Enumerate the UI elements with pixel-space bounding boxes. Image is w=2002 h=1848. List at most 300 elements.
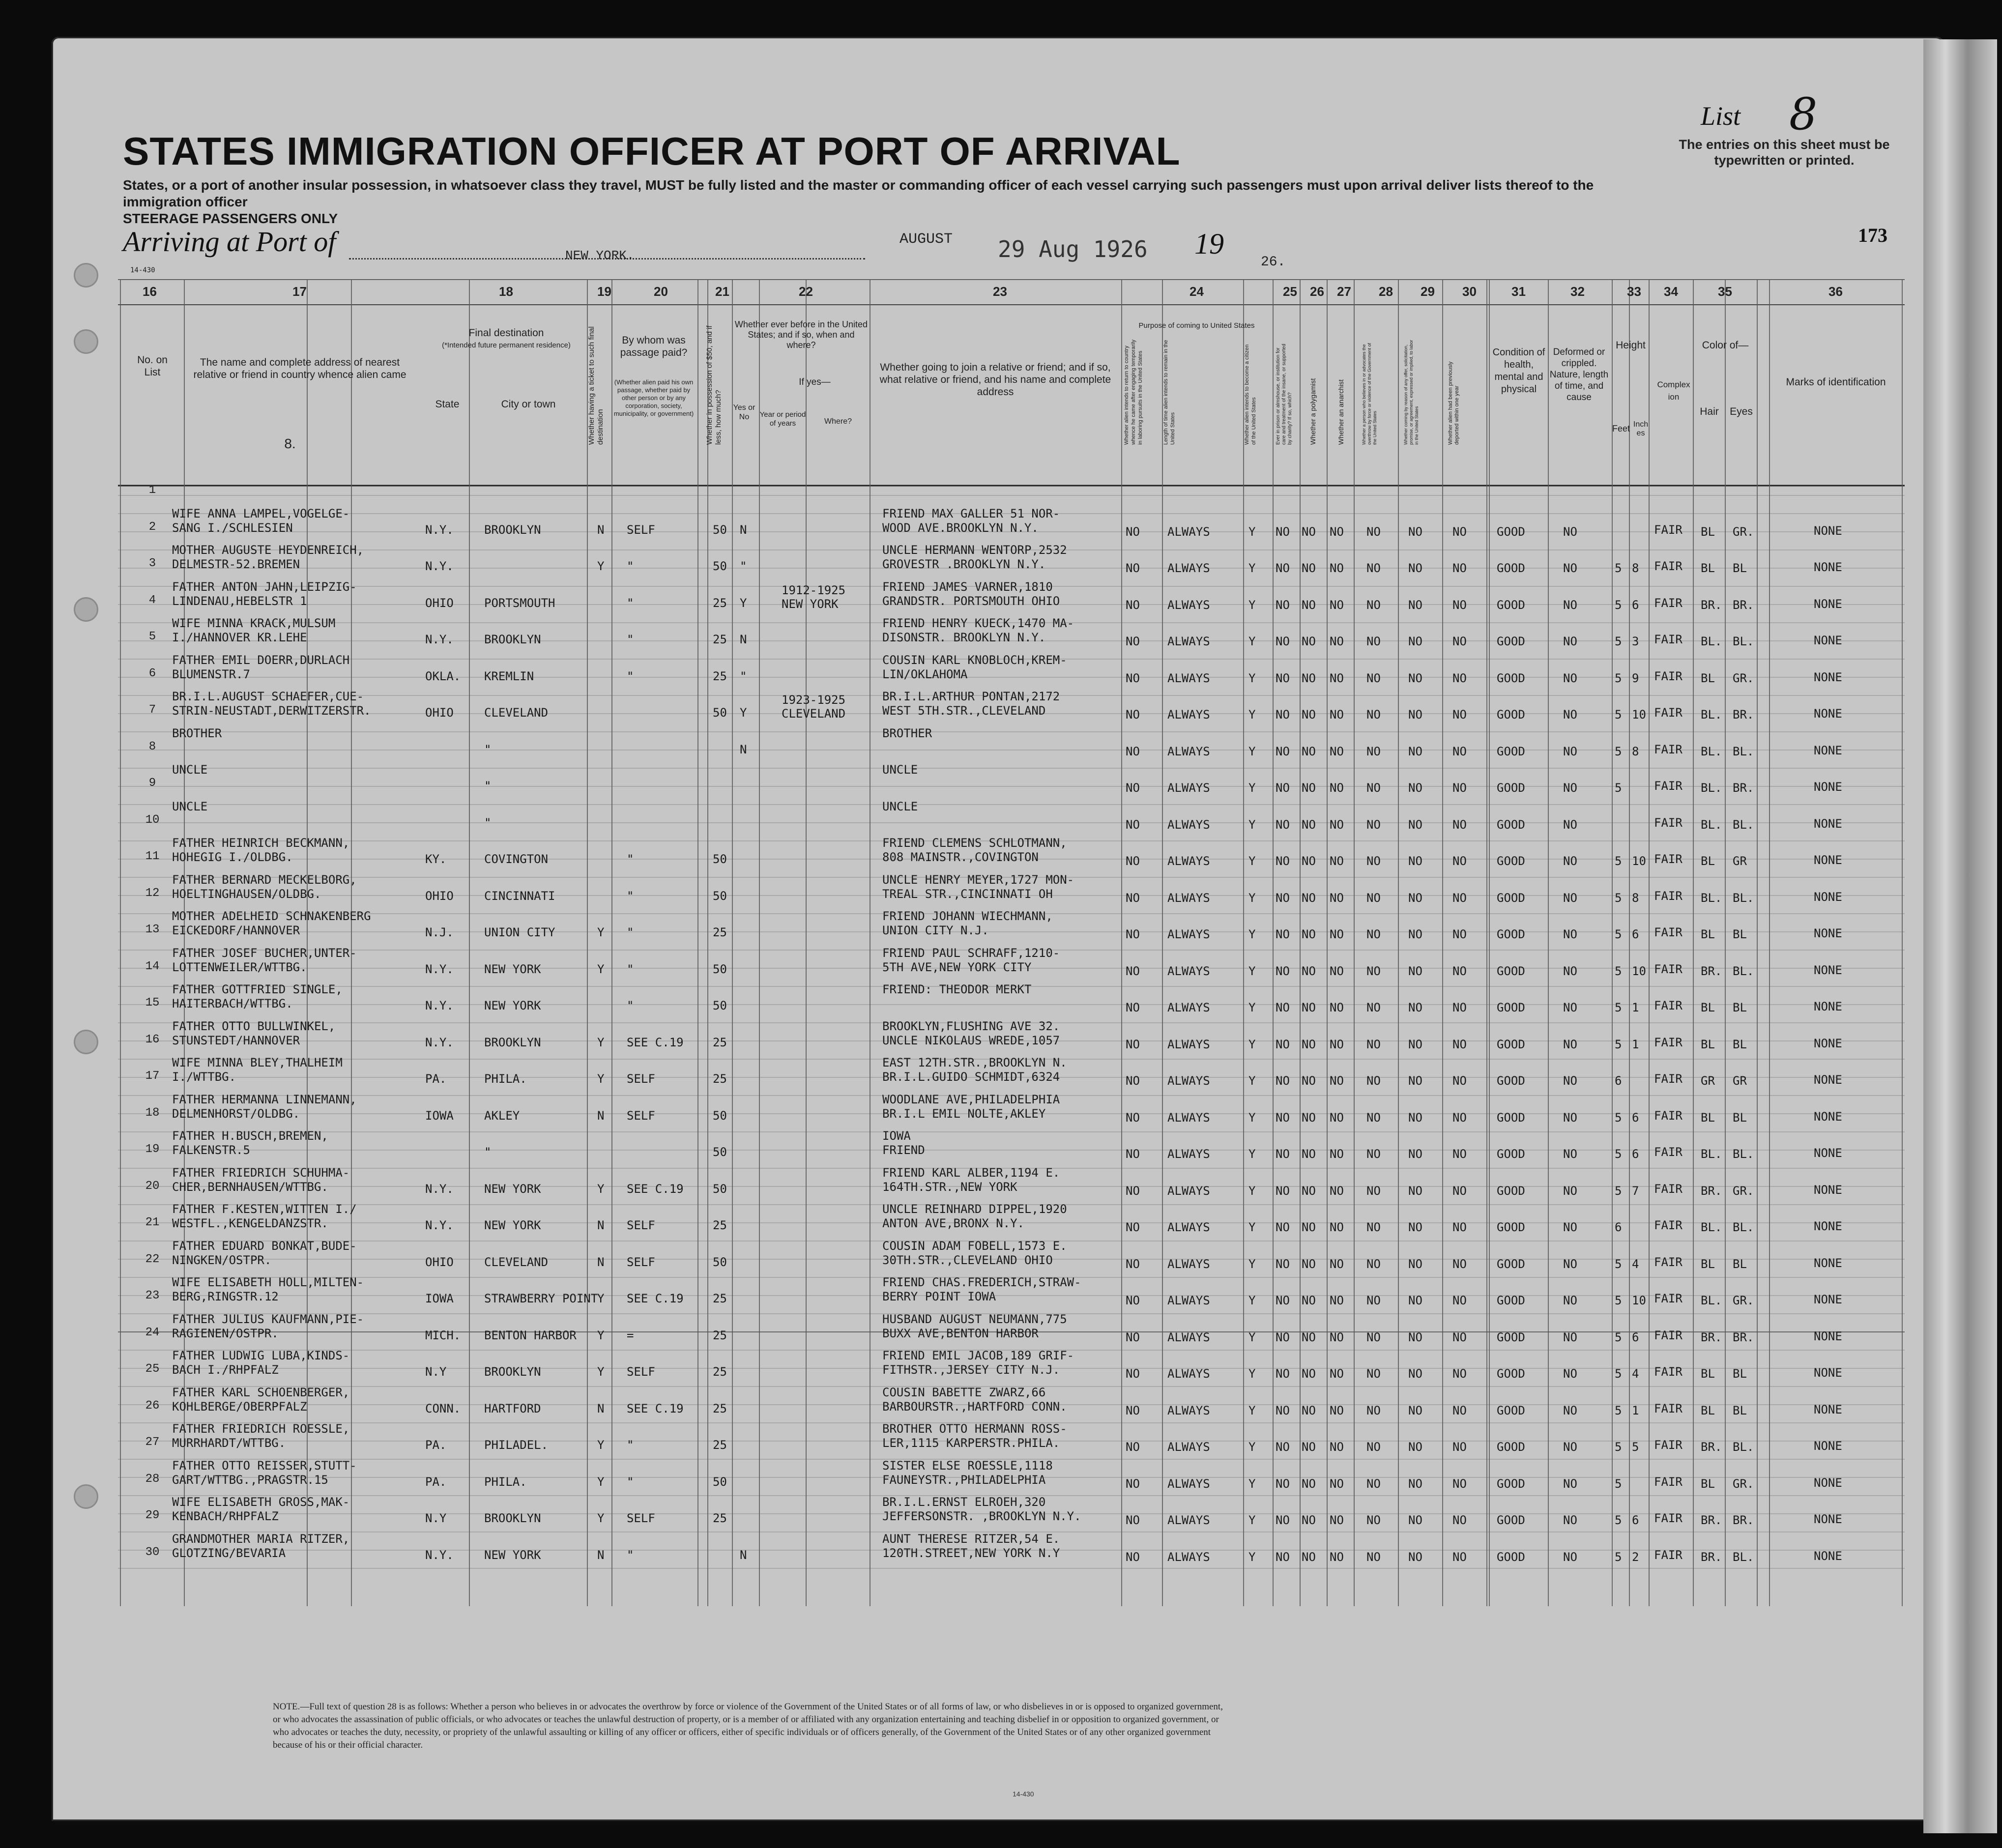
health-value: GOOD	[1497, 817, 1525, 832]
height-inches: 10	[1632, 708, 1646, 722]
marks-value: NONE	[1814, 523, 1842, 538]
height-inches: 6	[1632, 1147, 1639, 1161]
joining-name: FRIEND PAUL SCHRAFF,1210-	[882, 946, 1060, 960]
money-value: 50	[713, 559, 727, 573]
prison-answer: NO	[1276, 1403, 1290, 1417]
joining-name: UNCLE HENRY MEYER,1727 MON-	[882, 872, 1074, 887]
q28-answer: NO	[1366, 1257, 1381, 1271]
return-answer: NO	[1126, 854, 1140, 868]
anarchist-answer: NO	[1330, 1476, 1344, 1491]
money-value: 50	[713, 1108, 727, 1123]
relative-address: WESTFL.,KENGELDANZSTR.	[172, 1216, 328, 1230]
q28-answer: NO	[1366, 964, 1381, 978]
joining-address: BERRY POINT IOWA	[882, 1290, 996, 1303]
remain-answer: ALWAYS	[1167, 1220, 1210, 1234]
relative-address: GART/WTTBG.,PRAGSTR.15	[172, 1473, 328, 1487]
marks-value: NONE	[1814, 1109, 1842, 1124]
citizen-answer: Y	[1248, 891, 1256, 905]
health-value: GOOD	[1497, 635, 1525, 648]
anarchist-answer: NO	[1330, 891, 1344, 905]
deformed-value: NO	[1563, 708, 1577, 722]
destination-state: N.Y.	[425, 1182, 454, 1196]
q28-answer: NO	[1366, 1476, 1381, 1491]
destination-city: STRAWBERRY POINT	[484, 1292, 598, 1305]
row-number: 5	[148, 630, 156, 643]
relative-name: FATHER OTTO REISSER,STUTT-	[172, 1458, 357, 1473]
relative-name: WIFE ANNA LAMPEL,VOGELGE-	[172, 506, 350, 520]
citizen-answer: Y	[1248, 1476, 1256, 1491]
q29-answer: NO	[1408, 1257, 1422, 1271]
citizen-answer: Y	[1248, 1550, 1256, 1564]
q30-answer: NO	[1452, 1001, 1467, 1014]
column-number: 36	[1828, 284, 1843, 299]
joining-name: BR.I.L.ERNST ELROEH,320	[882, 1495, 1046, 1509]
prison-answer: NO	[1276, 1147, 1290, 1161]
marks-value: NONE	[1814, 1000, 1842, 1013]
money-value: 25	[713, 1328, 727, 1342]
hair-value: BL	[1701, 1257, 1715, 1271]
joining-address: LER,1115 KARPERSTR.PHILA.	[882, 1436, 1060, 1450]
passage-paid: SEE C.19	[627, 1292, 684, 1305]
polygamist-answer: NO	[1302, 1220, 1316, 1234]
row-number: 12	[145, 886, 160, 900]
return-answer: NO	[1126, 1550, 1140, 1564]
column-number: 35	[1718, 284, 1732, 299]
q30-answer: NO	[1452, 1403, 1467, 1417]
polygamist-answer: NO	[1302, 1110, 1316, 1125]
ticket-value: Y	[597, 1438, 605, 1452]
height-inches: 6	[1632, 598, 1639, 612]
page-subtitle: States, or a port of another insular possession, in whatsoever class they travel, MUST be fully listed and the master or commanding officer of each vessel carrying such passengers must upon arrival deliver lists thereof to the immigration officer STEERAGE PASSENGERS ONLY	[123, 177, 1594, 226]
height-inches: 8	[1632, 891, 1639, 905]
return-answer: NO	[1126, 1257, 1140, 1271]
deformed-value: NO	[1563, 1513, 1577, 1527]
remain-answer: ALWAYS	[1167, 635, 1210, 648]
destination-city: PORTSMOUTH	[484, 596, 555, 610]
prison-answer: NO	[1276, 708, 1290, 722]
joining-address: WOOD AVE.BROOKLYN N.Y.	[882, 520, 1039, 535]
return-answer: NO	[1126, 1513, 1140, 1527]
header-marks: Marks of identification	[1786, 376, 1886, 388]
destination-city: BROOKLYN	[484, 633, 541, 646]
height-feet: 5	[1615, 1550, 1622, 1564]
hair-value: BL	[1701, 1110, 1715, 1125]
header-hair: Hair	[1700, 406, 1719, 417]
joining-name: BROTHER	[882, 726, 932, 740]
passage-paid: "	[627, 852, 634, 866]
joining-name: UNCLE	[882, 763, 918, 777]
q30-answer: NO	[1452, 1147, 1467, 1161]
relative-address: I./WTTBG.	[172, 1070, 236, 1084]
deformed-value: NO	[1563, 1330, 1577, 1344]
list-label: List	[1701, 101, 1741, 131]
height-feet: 5	[1615, 1330, 1622, 1344]
anarchist-answer: NO	[1330, 854, 1344, 868]
ticket-value: Y	[597, 1292, 605, 1305]
destination-state: PA.	[425, 1438, 447, 1452]
hair-value: BR.	[1701, 964, 1722, 978]
q30-answer: NO	[1452, 1513, 1467, 1527]
joining-name: AUNT THERESE RITZER,54 E.	[882, 1531, 1060, 1546]
destination-city: NEW YORK	[484, 999, 541, 1012]
header-feet: Feet	[1612, 424, 1630, 433]
return-answer: NO	[1126, 561, 1140, 575]
height-inches: 9	[1632, 671, 1639, 685]
column-number: 34	[1664, 284, 1678, 299]
complexion-value: FAIR	[1654, 1401, 1683, 1415]
previous-visit: "	[740, 559, 747, 573]
row-number: 22	[145, 1252, 160, 1266]
anarchist-answer: NO	[1330, 1330, 1344, 1344]
joining-address: BR.I.L EMIL NOLTE,AKLEY	[882, 1106, 1046, 1121]
joining-address: FRIEND	[882, 1143, 925, 1157]
relative-address: DELMESTR-52.BREMEN	[172, 557, 300, 571]
citizen-answer: Y	[1248, 708, 1256, 722]
remain-answer: ALWAYS	[1167, 927, 1210, 941]
header-eyes: Eyes	[1730, 406, 1753, 417]
health-value: GOOD	[1497, 1294, 1525, 1307]
remain-answer: ALWAYS	[1167, 1184, 1210, 1198]
height-inches: 4	[1632, 1257, 1639, 1271]
citizen-answer: Y	[1248, 635, 1256, 648]
height-feet: 6	[1615, 1220, 1622, 1234]
complexion-value: FAIR	[1654, 1365, 1683, 1379]
passage-paid: SELF	[627, 1511, 655, 1525]
return-answer: NO	[1126, 1220, 1140, 1234]
prison-answer: NO	[1276, 1476, 1290, 1491]
header-q29: Whether coming by reason of any offer, solicitation, promise, or agreement, expressed or implied, to labor in the United States	[1403, 340, 1419, 445]
joining-name: HUSBAND AUGUST NEUMANN,775	[882, 1312, 1067, 1326]
height-feet: 5	[1615, 1294, 1622, 1307]
eyes-value: BL.	[1733, 1220, 1754, 1234]
height-feet: 5	[1615, 1367, 1622, 1381]
marks-value: NONE	[1814, 1329, 1842, 1343]
remain-answer: ALWAYS	[1167, 524, 1210, 539]
money-value: 50	[713, 889, 727, 903]
list-number: 8	[1789, 88, 1818, 140]
footer-note: NOTE.—Full text of question 28 is as follows: Whether a person who believes in or advocates the overthrow by force or violence of the Government of the United States or of all forms of law, or who disbelieves in or is opposed to organized government, or who advocates the assassination of public officials, or who advocates or teaches the unlawful destruction of property, or is a member of or affiliated with any organization entertaining and teaching disbelief in or opposition to organized government, or who advocates or teaches the duty, necessity, or propriety of the unlawful assaulting or killing of any officer or officers, either of specific individuals or of officers generally, of the Government of the United States or of any other organized government because of his or their official character.	[273, 1702, 1223, 1750]
return-answer: NO	[1126, 927, 1140, 941]
citizen-answer: Y	[1248, 671, 1256, 685]
complexion-value: FAIR	[1654, 962, 1683, 976]
eyes-value: BL	[1733, 1257, 1747, 1271]
q28-answer: NO	[1366, 1110, 1381, 1125]
relative-name: UNCLE	[172, 763, 208, 777]
joining-name: UNCLE	[882, 799, 918, 813]
anarchist-answer: NO	[1330, 781, 1344, 795]
relative-address: I./HANNOVER KR.LEHE	[172, 631, 307, 644]
destination-state: OHIO	[425, 706, 454, 720]
q29-answer: NO	[1408, 598, 1422, 612]
destination-city: BROOKLYN	[484, 1035, 541, 1049]
relative-address: HOHEGIG I./OLDBG.	[172, 850, 293, 864]
joining-name: UNCLE HERMANN WENTORP,2532	[882, 543, 1067, 557]
joining-address: BARBOURSTR.,HARTFORD CONN.	[882, 1399, 1067, 1414]
return-answer: NO	[1126, 524, 1140, 539]
prison-answer: NO	[1276, 927, 1290, 941]
binding-hole	[74, 1484, 98, 1509]
complexion-value: FAIR	[1654, 1511, 1683, 1525]
q30-answer: NO	[1452, 781, 1467, 795]
destination-state: N.Y.	[425, 522, 454, 537]
header-deformed: Deformed or crippled. Nature, length of time, and cause	[1549, 347, 1609, 403]
passage-paid: SELF	[627, 1108, 655, 1123]
row-number: 28	[145, 1472, 160, 1486]
hair-value: BL	[1701, 854, 1715, 868]
q30-answer: NO	[1452, 1037, 1467, 1051]
hair-value: BL.	[1701, 708, 1722, 722]
q29-answer: NO	[1408, 524, 1422, 539]
citizen-answer: Y	[1248, 598, 1256, 612]
header-health: Condition of health, mental and physical	[1492, 347, 1545, 395]
marks-value: NONE	[1814, 670, 1842, 684]
ticket-value: Y	[597, 1035, 605, 1049]
anarchist-answer: NO	[1330, 524, 1344, 539]
header-final-destination-note: (*Intended future permanent residence)	[442, 341, 571, 349]
joining-name: WOODLANE AVE,PHILADELPHIA	[882, 1092, 1060, 1106]
hair-value: GR	[1701, 1074, 1715, 1088]
health-value: GOOD	[1497, 744, 1525, 758]
joining-address: JEFFERSONSTR. ,BROOKLYN N.Y.	[882, 1509, 1081, 1523]
header-possession: Whether in possession of $50, and if less, how much?	[705, 325, 723, 445]
prison-answer: NO	[1276, 854, 1290, 868]
complexion-value: FAIR	[1654, 706, 1683, 720]
column-number: 22	[799, 284, 813, 299]
marks-value: NONE	[1814, 1073, 1842, 1087]
relative-name: FATHER JOSEF BUCHER,UNTER-	[172, 946, 357, 960]
marks-value: NONE	[1814, 853, 1842, 867]
column-number: 20	[654, 284, 668, 299]
passage-paid: "	[627, 559, 634, 573]
prison-answer: NO	[1276, 1037, 1290, 1051]
previous-visit: N	[740, 1548, 747, 1562]
remain-answer: ALWAYS	[1167, 708, 1210, 722]
hair-value: BR.	[1701, 1513, 1722, 1527]
polygamist-answer: NO	[1302, 1476, 1316, 1491]
relative-name: FATHER KARL SCHOENBERGER,	[172, 1385, 350, 1399]
complexion-value: FAIR	[1654, 522, 1683, 537]
joining-name: BROOKLYN,FLUSHING AVE 32.	[882, 1019, 1060, 1033]
complexion-value: FAIR	[1654, 1145, 1683, 1159]
joining-name: FRIEND HENRY KUECK,1470 MA-	[882, 616, 1074, 630]
remain-answer: ALWAYS	[1167, 671, 1210, 685]
previous-visit: "	[740, 669, 747, 683]
destination-state: MICH.	[425, 1328, 461, 1342]
destination-city: UNION CITY	[484, 925, 555, 939]
destination-city: NEW YORK	[484, 962, 541, 976]
relative-name: BROTHER	[172, 726, 222, 740]
column-number: 29	[1421, 284, 1435, 299]
citizen-answer: Y	[1248, 1367, 1256, 1381]
passage-paid: SELF	[627, 522, 655, 537]
marks-value: NONE	[1814, 963, 1842, 977]
destination-state: OHIO	[425, 1255, 454, 1269]
destination-city: NEW YORK	[484, 1182, 541, 1196]
row-number: 8	[148, 740, 156, 753]
height-feet: 5	[1615, 891, 1622, 905]
deformed-value: NO	[1563, 744, 1577, 758]
money-value: 25	[713, 633, 727, 646]
complexion-value: FAIR	[1654, 1292, 1683, 1305]
column-number: 21	[715, 284, 729, 299]
health-value: GOOD	[1497, 1037, 1525, 1051]
joining-address: GROVESTR .BROOKLYN N.Y.	[882, 557, 1046, 571]
anarchist-answer: NO	[1330, 671, 1344, 685]
eyes-value: BL	[1733, 1403, 1747, 1417]
row-number: 2	[148, 520, 156, 534]
joining-address: WEST 5TH.STR.,CLEVELAND	[882, 704, 1046, 718]
citizen-answer: Y	[1248, 1001, 1256, 1014]
remain-answer: ALWAYS	[1167, 1001, 1210, 1014]
height-feet: 5	[1615, 635, 1622, 648]
q29-answer: NO	[1408, 635, 1422, 648]
health-value: GOOD	[1497, 1184, 1525, 1198]
header-passage-paid: By whom was passage paid?	[620, 335, 688, 358]
money-value: 50	[713, 1255, 727, 1269]
joining-address: FAUNEYSTR.,PHILADELPHIA	[882, 1473, 1046, 1487]
q29-answer: NO	[1408, 817, 1422, 832]
money-value: 50	[713, 706, 727, 720]
eyes-value: BL.	[1733, 1550, 1754, 1564]
polygamist-answer: NO	[1302, 817, 1316, 832]
destination-state: N.Y.	[425, 962, 454, 976]
remain-answer: ALWAYS	[1167, 964, 1210, 978]
citizen-answer: Y	[1248, 524, 1256, 539]
q29-answer: NO	[1408, 671, 1422, 685]
q29-answer: NO	[1408, 1403, 1422, 1417]
passage-paid: SELF	[627, 1218, 655, 1232]
row-number: 11	[145, 850, 160, 863]
height-feet: 5	[1615, 1440, 1622, 1454]
relative-name: FATHER ANTON JAHN,LEIPZIG-	[172, 579, 357, 594]
previous-visit: N	[740, 633, 747, 646]
prison-answer: NO	[1276, 1110, 1290, 1125]
row-number: 13	[145, 923, 160, 936]
row-number: 3	[148, 557, 156, 570]
height-feet: 5	[1615, 1110, 1622, 1125]
complexion-value: FAIR	[1654, 779, 1683, 793]
destination-city: NEW YORK	[484, 1218, 541, 1232]
money-value: 25	[713, 1511, 727, 1525]
relative-name: FATHER HERMANNA LINNEMANN,	[172, 1092, 357, 1106]
joining-address: GRANDSTR. PORTSMOUTH OHIO	[882, 594, 1060, 608]
anarchist-answer: NO	[1330, 1184, 1344, 1198]
polygamist-answer: NO	[1302, 891, 1316, 905]
q29-answer: NO	[1408, 964, 1422, 978]
relative-address: DELMENHORST/OLDBG.	[172, 1106, 300, 1121]
q29-answer: NO	[1408, 1513, 1422, 1527]
port-value: NEW YORK.	[565, 248, 635, 263]
return-answer: NO	[1126, 1001, 1140, 1014]
previous-visit: Y	[740, 706, 747, 720]
marks-value: NONE	[1814, 1475, 1842, 1490]
complexion-value: FAIR	[1654, 1328, 1683, 1342]
relative-address: BACH I./RHPFALZ	[172, 1363, 279, 1377]
prison-answer: NO	[1276, 1257, 1290, 1271]
deformed-value: NO	[1563, 1220, 1577, 1234]
q30-answer: NO	[1452, 524, 1467, 539]
remain-answer: ALWAYS	[1167, 854, 1210, 868]
anarchist-answer: NO	[1330, 1403, 1344, 1417]
q28-answer: NO	[1366, 1184, 1381, 1198]
relative-name: UNCLE	[172, 799, 208, 813]
money-value: 50	[713, 1182, 727, 1196]
hair-value: BR.	[1701, 1184, 1722, 1198]
money-value: 50	[713, 962, 727, 976]
health-value: GOOD	[1497, 1440, 1525, 1454]
return-answer: NO	[1126, 744, 1140, 758]
prison-answer: NO	[1276, 671, 1290, 685]
complexion-value: FAIR	[1654, 1182, 1683, 1196]
month-value: AUGUST	[899, 231, 953, 248]
row-number: 25	[145, 1362, 160, 1376]
joining-address: UNCLE NIKOLAUS WREDE,1057	[882, 1033, 1060, 1047]
q28-answer: NO	[1366, 635, 1381, 648]
passage-paid: =	[627, 1328, 634, 1342]
height-feet: 5	[1615, 1147, 1622, 1161]
binding-hole	[74, 1030, 98, 1054]
joining-name: FRIEND CLEMENS SCHLOTMANN,	[882, 836, 1067, 850]
relative-name: FATHER EDUARD BONKAT,BUDE-	[172, 1239, 357, 1253]
q28-answer: NO	[1366, 671, 1381, 685]
deformed-value: NO	[1563, 1294, 1577, 1307]
joining-name: FRIEND JOHANN WIECHMANN,	[882, 909, 1053, 923]
prison-answer: NO	[1276, 964, 1290, 978]
binding-hole	[74, 329, 98, 354]
deformed-value: NO	[1563, 854, 1577, 868]
relative-name: MOTHER ADELHEID SCHNAKENBERG	[172, 909, 371, 923]
arriving-label: Arriving at Port of	[123, 226, 336, 258]
page-title: STATES IMMIGRATION OFFICER AT PORT OF ARRIVAL	[123, 129, 1181, 173]
destination-city: BROOKLYN	[484, 522, 541, 537]
money-value: 25	[713, 1072, 727, 1086]
passage-paid: SELF	[627, 1365, 655, 1379]
height-inches: 6	[1632, 1330, 1639, 1344]
prison-answer: NO	[1276, 561, 1290, 575]
money-value: 25	[713, 925, 727, 939]
hair-value: BR.	[1701, 1330, 1722, 1344]
marks-value: NONE	[1814, 1512, 1842, 1526]
passage-paid: "	[627, 889, 634, 903]
polygamist-answer: NO	[1302, 964, 1316, 978]
eyes-value: BL	[1733, 1110, 1747, 1125]
destination-state: PA.	[425, 1474, 447, 1489]
polygamist-answer: NO	[1302, 1037, 1316, 1051]
anarchist-answer: NO	[1330, 708, 1344, 722]
ticket-value: Y	[597, 559, 605, 573]
prison-answer: NO	[1276, 524, 1290, 539]
anarchist-answer: NO	[1330, 1037, 1344, 1051]
eyes-value: GR	[1733, 854, 1747, 868]
row-number: 24	[145, 1326, 160, 1339]
header-where: Where?	[824, 417, 852, 426]
joining-name: FRIEND MAX GALLER 51 NOR-	[882, 506, 1060, 520]
form-number-top: 14-430	[130, 266, 155, 274]
prison-answer: NO	[1276, 1513, 1290, 1527]
height-feet: 5	[1615, 671, 1622, 685]
passage-paid: "	[627, 1548, 634, 1562]
relative-name: FATHER EMIL DOERR,DURLACH	[172, 653, 350, 667]
deformed-value: NO	[1563, 1476, 1577, 1491]
height-feet: 5	[1615, 1403, 1622, 1417]
binding-hole	[74, 597, 98, 622]
relative-address: STUNSTEDT/HANNOVER	[172, 1033, 300, 1047]
height-feet: 5	[1615, 1001, 1622, 1014]
q29-answer: NO	[1408, 1440, 1422, 1454]
complexion-value: FAIR	[1654, 633, 1683, 646]
health-value: GOOD	[1497, 1147, 1525, 1161]
remain-answer: ALWAYS	[1167, 1110, 1210, 1125]
